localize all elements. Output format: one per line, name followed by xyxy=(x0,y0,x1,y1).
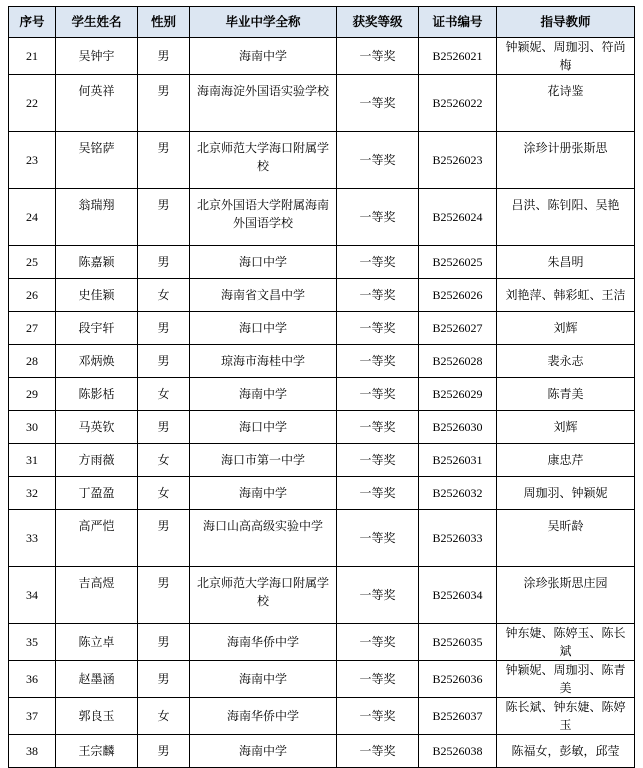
cell-gender: 男 xyxy=(138,411,190,444)
cell-teacher: 钟颖妮、周珈羽、符尚梅 xyxy=(497,38,635,75)
table-row xyxy=(9,411,635,444)
cell-gender: 男 xyxy=(138,189,190,246)
cell-gender: 男 xyxy=(138,735,190,768)
table-row xyxy=(9,345,635,378)
cell-award: 一等奖 xyxy=(337,624,419,661)
cell-award: 一等奖 xyxy=(337,75,419,132)
cell-cert: B2526022 xyxy=(419,75,497,132)
table-row xyxy=(9,38,635,75)
cell-no: 25 xyxy=(9,246,56,279)
cell-teacher: 康忠芹 xyxy=(497,444,635,477)
cell-school: 北京师范大学海口附属学校 xyxy=(190,132,337,189)
cell-no: 32 xyxy=(9,477,56,510)
cell-no: 35 xyxy=(9,624,56,661)
cell-award: 一等奖 xyxy=(337,698,419,735)
cell-teacher: 花诗鉴 xyxy=(497,75,635,132)
cell-teacher: 朱昌明 xyxy=(497,246,635,279)
cell-no: 29 xyxy=(9,378,56,411)
cell-gender: 男 xyxy=(138,246,190,279)
cell-no: 21 xyxy=(9,38,56,75)
cell-gender: 男 xyxy=(138,75,190,132)
cell-school: 海南华侨中学 xyxy=(190,698,337,735)
cell-teacher: 陈青美 xyxy=(497,378,635,411)
cell-cert: B2526024 xyxy=(419,189,497,246)
cell-gender: 男 xyxy=(138,345,190,378)
table-row xyxy=(9,444,635,477)
cell-award: 一等奖 xyxy=(337,189,419,246)
cell-cert: B2526025 xyxy=(419,246,497,279)
table-row xyxy=(9,378,635,411)
cell-name: 吴钟宇 xyxy=(56,38,138,75)
cell-name: 丁盈盈 xyxy=(56,477,138,510)
cell-school: 琼海市海桂中学 xyxy=(190,345,337,378)
cell-name: 陈影栝 xyxy=(56,378,138,411)
cell-cert: B2526029 xyxy=(419,378,497,411)
cell-name: 赵墨涵 xyxy=(56,661,138,698)
cell-award: 一等奖 xyxy=(337,279,419,312)
cell-school: 海口中学 xyxy=(190,246,337,279)
cell-name: 吴铭萨 xyxy=(56,132,138,189)
cell-award: 一等奖 xyxy=(337,661,419,698)
cell-gender: 女 xyxy=(138,279,190,312)
cell-school: 海南省文昌中学 xyxy=(190,279,337,312)
cell-name: 高严恺 xyxy=(56,510,138,567)
cell-school: 北京外国语大学附属海南外国语学校 xyxy=(190,189,337,246)
cell-school: 海口中学 xyxy=(190,411,337,444)
cell-school: 海南中学 xyxy=(190,477,337,510)
cell-cert: B2526038 xyxy=(419,735,497,768)
cell-gender: 女 xyxy=(138,378,190,411)
cell-name: 吉高煜 xyxy=(56,567,138,624)
cell-name: 翁瑞翔 xyxy=(56,189,138,246)
cell-no: 33 xyxy=(9,510,56,567)
table-row xyxy=(9,477,635,510)
cell-cert: B2526021 xyxy=(419,38,497,75)
cell-award: 一等奖 xyxy=(337,246,419,279)
cell-no: 24 xyxy=(9,189,56,246)
cell-no: 26 xyxy=(9,279,56,312)
cell-name: 史佳颖 xyxy=(56,279,138,312)
cell-teacher: 吴昕龄 xyxy=(497,510,635,567)
award-table xyxy=(8,6,635,768)
cell-school: 海南中学 xyxy=(190,378,337,411)
table-row xyxy=(9,279,635,312)
cell-no: 31 xyxy=(9,444,56,477)
table-row xyxy=(9,735,635,768)
cell-name: 方雨薇 xyxy=(56,444,138,477)
cell-cert: B2526034 xyxy=(419,567,497,624)
table-row xyxy=(9,312,635,345)
award-table-container xyxy=(8,6,635,768)
cell-cert: B2526030 xyxy=(419,411,497,444)
cell-teacher: 钟东婕、陈婷玉、陈长斌 xyxy=(497,624,635,661)
cell-teacher: 陈福女，彭敏，邱莹 xyxy=(497,735,635,768)
cell-teacher: 周珈羽、钟颖妮 xyxy=(497,477,635,510)
cell-teacher: 刘艳萍、韩彩虹、王洁 xyxy=(497,279,635,312)
table-body xyxy=(9,38,635,768)
table-row xyxy=(9,189,635,246)
cell-name: 何英祥 xyxy=(56,75,138,132)
cell-name: 邓炳焕 xyxy=(56,345,138,378)
header-gender: 性别 xyxy=(138,7,190,38)
cell-school: 海口山高高级实验中学 xyxy=(190,510,337,567)
table-row xyxy=(9,246,635,279)
header-no: 序号 xyxy=(9,7,56,38)
cell-no: 30 xyxy=(9,411,56,444)
cell-school: 海南华侨中学 xyxy=(190,624,337,661)
cell-gender: 男 xyxy=(138,510,190,567)
header-teacher: 指导教师 xyxy=(497,7,635,38)
table-row xyxy=(9,75,635,132)
table-row xyxy=(9,698,635,735)
cell-teacher: 刘辉 xyxy=(497,411,635,444)
cell-name: 陈嘉颖 xyxy=(56,246,138,279)
cell-cert: B2526027 xyxy=(419,312,497,345)
cell-name: 马英钦 xyxy=(56,411,138,444)
cell-school: 海南中学 xyxy=(190,735,337,768)
cell-name: 王宗麟 xyxy=(56,735,138,768)
cell-cert: B2526032 xyxy=(419,477,497,510)
cell-teacher: 裴永志 xyxy=(497,345,635,378)
cell-no: 22 xyxy=(9,75,56,132)
cell-teacher: 涂珍张斯思庄园 xyxy=(497,567,635,624)
cell-cert: B2526023 xyxy=(419,132,497,189)
header-award: 获奖等级 xyxy=(337,7,419,38)
cell-no: 36 xyxy=(9,661,56,698)
cell-award: 一等奖 xyxy=(337,378,419,411)
table-row xyxy=(9,567,635,624)
cell-school: 海南海淀外国语实验学校 xyxy=(190,75,337,132)
cell-teacher: 吕洪、陈钊阳、吴艳 xyxy=(497,189,635,246)
cell-gender: 女 xyxy=(138,698,190,735)
cell-gender: 女 xyxy=(138,444,190,477)
cell-gender: 男 xyxy=(138,661,190,698)
cell-award: 一等奖 xyxy=(337,567,419,624)
cell-award: 一等奖 xyxy=(337,132,419,189)
cell-no: 34 xyxy=(9,567,56,624)
cell-teacher: 涂珍计册张斯思 xyxy=(497,132,635,189)
cell-cert: B2526036 xyxy=(419,661,497,698)
cell-award: 一等奖 xyxy=(337,510,419,567)
cell-gender: 男 xyxy=(138,312,190,345)
cell-no: 23 xyxy=(9,132,56,189)
cell-school: 海南中学 xyxy=(190,661,337,698)
cell-award: 一等奖 xyxy=(337,444,419,477)
cell-gender: 女 xyxy=(138,477,190,510)
cell-gender: 男 xyxy=(138,624,190,661)
cell-no: 37 xyxy=(9,698,56,735)
cell-cert: B2526035 xyxy=(419,624,497,661)
cell-name: 郭良玉 xyxy=(56,698,138,735)
cell-cert: B2526033 xyxy=(419,510,497,567)
cell-award: 一等奖 xyxy=(337,477,419,510)
cell-cert: B2526026 xyxy=(419,279,497,312)
cell-cert: B2526028 xyxy=(419,345,497,378)
cell-gender: 男 xyxy=(138,132,190,189)
cell-cert: B2526037 xyxy=(419,698,497,735)
cell-school: 北京师范大学海口附属学校 xyxy=(190,567,337,624)
table-row xyxy=(9,510,635,567)
cell-award: 一等奖 xyxy=(337,411,419,444)
cell-teacher: 陈长斌、钟东婕、陈婷玉 xyxy=(497,698,635,735)
cell-award: 一等奖 xyxy=(337,345,419,378)
cell-name: 陈立卓 xyxy=(56,624,138,661)
table-row xyxy=(9,132,635,189)
cell-school: 海口市第一中学 xyxy=(190,444,337,477)
cell-award: 一等奖 xyxy=(337,312,419,345)
cell-school: 海口中学 xyxy=(190,312,337,345)
header-name: 学生姓名 xyxy=(56,7,138,38)
cell-cert: B2526031 xyxy=(419,444,497,477)
cell-award: 一等奖 xyxy=(337,735,419,768)
cell-gender: 男 xyxy=(138,567,190,624)
cell-no: 28 xyxy=(9,345,56,378)
header-row xyxy=(9,7,635,38)
table-row xyxy=(9,661,635,698)
cell-no: 38 xyxy=(9,735,56,768)
cell-no: 27 xyxy=(9,312,56,345)
cell-name: 段宇轩 xyxy=(56,312,138,345)
cell-gender: 男 xyxy=(138,38,190,75)
cell-teacher: 钟颖妮、周珈羽、陈青美 xyxy=(497,661,635,698)
table-row xyxy=(9,624,635,661)
header-cert: 证书编号 xyxy=(419,7,497,38)
cell-teacher: 刘辉 xyxy=(497,312,635,345)
cell-award: 一等奖 xyxy=(337,38,419,75)
cell-school: 海南中学 xyxy=(190,38,337,75)
header-school: 毕业中学全称 xyxy=(190,7,337,38)
